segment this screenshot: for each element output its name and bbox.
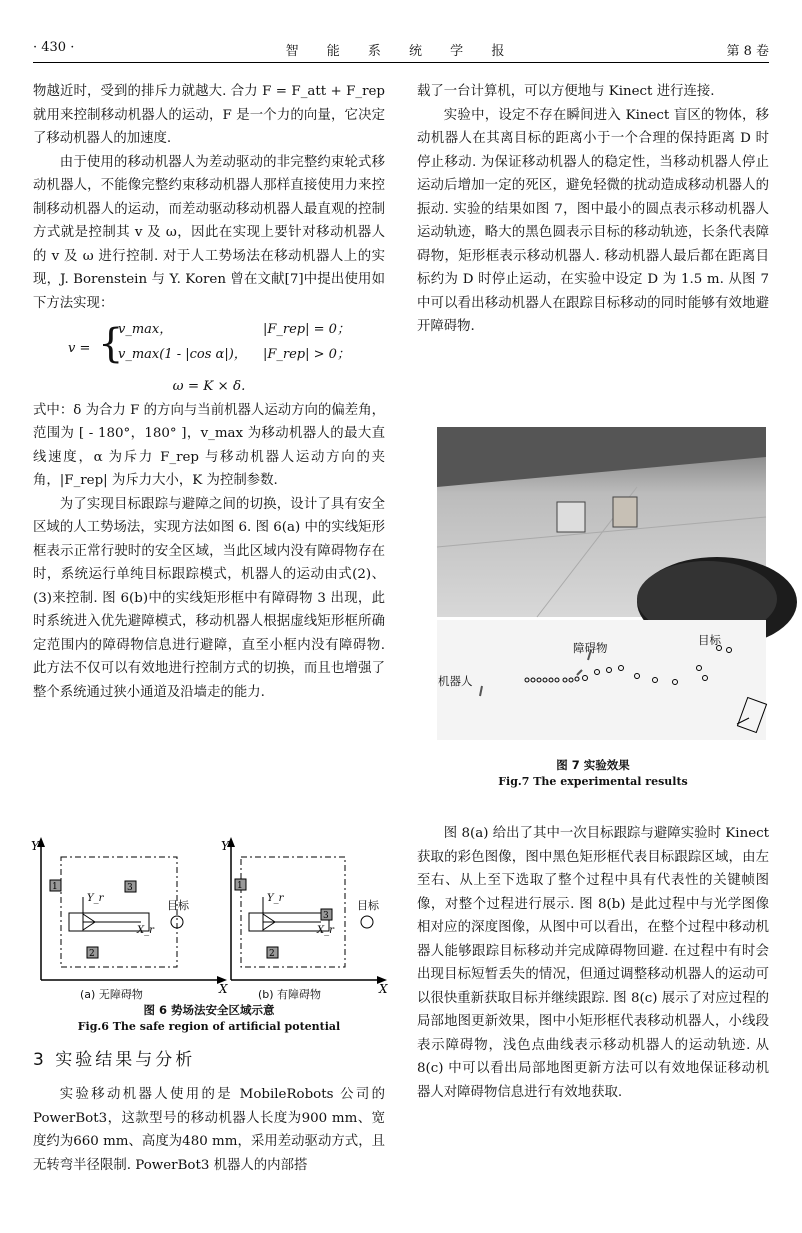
paragraph: 为了实现目标跟踪与避障之间的切换，设计了具有安全区域的人工势场法，实现方法如图 6. 图 6(a) 中的实线矩形框表示正常行驶时的安全区域，当此区域内没有障碍物存在时，系统运行单纯目标跟踪模式，机器人的运动由式(2)、(3)来控制. 图 6(b)中的实线矩形框中有障碍物 3 出现，此时系统进入优先避障模式，移动机器人根据虚线矩形框所确定范围内的障碍物信息进行避障，直至小框内没有障碍物. 此方法不仅可以有效地进行控制方式的切换，而且也增强了整个系统通过狭小通道及沿墙走的能力. xyxy=(33,496,385,700)
axis-x: X xyxy=(379,982,388,996)
obstacle-2: 2 xyxy=(89,949,95,959)
axis-y: Y xyxy=(31,839,39,853)
axis-yr: Y_r xyxy=(267,893,284,904)
paragraph: 式中：δ 为合力 F 的方向与当前机器人运动方向的偏差角，范围为 [ - 180°，180° ]，v_max 为移动机器人的最大直线速度，α 为斥力 F_rep 与移动机器人运动方向的夹角，|F_rep| 为斥力大小，K 为控制参数. xyxy=(33,402,385,488)
fig7-obstacle-label: 障碍物 xyxy=(573,641,608,655)
subcaption-a: (a) 无障碍物 xyxy=(80,988,143,1001)
paragraph: 实验移动机器人使用的是 MobileRobots 公司的 PowerBot3，这款型号的移动机器人长度为900 mm、宽度约为660 mm、高度为480 mm，采用差动驱动方式，且无转弯半径限制. PowerBot3 机器人的内部搭 xyxy=(33,1087,385,1173)
fig7-caption-cn: 图 7 实验效果 xyxy=(556,758,630,772)
figure-6b xyxy=(221,837,388,996)
target-label: 目标 xyxy=(167,899,189,912)
section-heading: 3 实验结果与分析 xyxy=(33,1050,196,1070)
obstacle-3: 3 xyxy=(323,911,329,921)
figure-6 xyxy=(33,835,393,995)
fig7-target-label: 目标 xyxy=(698,633,721,647)
eq-case1: v_max， xyxy=(118,322,173,337)
axis-y: Y xyxy=(221,839,229,853)
paragraph: 图 8(a) 给出了其中一次目标跟踪与避障实验时 Kinect 获取的彩色图像，图中黑色矩形框代表目标跟踪区域，由左至右、从上至下选取了整个过程中具有代表性的关键帧图像，对整个过程进行展示. 图 8(b) 是此过程中与光学图像相对应的深度图像，从图中可以看出，在整个过程中移动机器人能够跟踪目标移动并完成障碍物回避. 在过程中有时会出现目标短暂丢失的情况，但通过调整移动机器人的运动可以很快重新获取目标并继续跟踪. 图 8(c) 展示了对应过程的局部地图更新效果，图中小矩形框代表移动机器人，小线段表示障碍物，浅色点曲线表示移动机器人的运动轨迹. 从 8(c) 中可以看出局部地图更新方法可以有效地保证移动机器人对障碍物信息进行有效地获取. xyxy=(417,826,769,1100)
figure-6a xyxy=(31,837,228,996)
left-column xyxy=(33,80,385,704)
page-number: · 430 · xyxy=(33,40,75,55)
fig7-caption-en: Fig.7 The experimental results xyxy=(498,775,688,788)
right-column-bottom xyxy=(417,822,769,1104)
right-column xyxy=(417,80,769,339)
obstacle-1: 1 xyxy=(52,882,58,892)
eq-cond2: |F_rep| > 0； xyxy=(263,347,350,362)
header-rule xyxy=(33,62,769,63)
eq-case2: v_max(1 - |cos α|)， xyxy=(118,347,247,362)
fig6-caption-en: Fig.6 The safe region of artificial potential xyxy=(77,1020,341,1033)
obstacle-2: 2 xyxy=(269,949,275,959)
axis-x: X xyxy=(219,982,228,996)
obstacle-3: 3 xyxy=(127,883,133,893)
fig7-robot-label: 机器人 xyxy=(438,674,473,688)
brace: { xyxy=(98,321,124,367)
axis-yr: Y_r xyxy=(87,893,104,904)
paragraph: 实验中，设定不存在瞬间进入 Kinect 盲区的物体，移动机器人在其离目标的距离小于一个合理的保持距离 D 时停止移动. 为保证移动机器人的稳定性，当移动机器人停止运动后增加一定的死区，避免轻微的扰动造成移动机器人的振动. 实验的结果如图 7，图中最小的圆点表示移动机器人运动轨迹，略大的黑色圆表示目标的移动轨迹，长条代表障碍物，矩形框表示移动机器人. 移动机器人最后都在距离目标约为 D 时停止运动，在实验中设定 D 为 1.5 m. 从图 7 中可以看出移动机器人在跟踪目标移动的同时能够有效地避开障碍物. xyxy=(417,107,769,334)
left-column-bottom xyxy=(33,1083,385,1177)
target-label: 目标 xyxy=(357,899,379,912)
fig6-caption-cn: 图 6 势场法安全区域示意 xyxy=(143,1003,275,1017)
axis-xr: X_r xyxy=(317,925,334,936)
eq-cond1: |F_rep| = 0； xyxy=(263,322,350,337)
paragraph: 由于使用的移动机器人为差动驱动的非完整约束轮式移动机器人，不能像完整约束移动机器人那样直接使用力来控制移动机器人的运动，而差动驱动移动机器人最直观的控制方式就是控制其 v 及 ω，因此在实现上要针对移动机器人的 v 及 ω 进行控制. 对于人工势场法在移动机器人上的实现，J. Borenstein 与 Y. Koren 曾在文献[7]中提出使用如下方法实现： xyxy=(33,154,385,311)
paragraph: 物越近时，受到的排斥力就越大. 合力 F = F_att + F_rep 就用来控制移动机器人的运动，F 是一个力的向量，它决定了移动机器人的加速度. xyxy=(33,84,385,146)
page-header xyxy=(33,40,769,60)
journal-title: 智 能 系 统 学 报 xyxy=(285,44,517,59)
volume-label: 第 8 卷 xyxy=(726,44,769,59)
eq-lhs: v = xyxy=(68,341,91,356)
paragraph: 载了一台计算机，可以方便地与 Kinect 进行连接. xyxy=(417,84,715,99)
eq-omega: ω = K × δ. xyxy=(172,379,246,394)
obstacle-1: 1 xyxy=(237,881,243,891)
equation-block xyxy=(33,315,385,385)
subcaption-b: (b) 有障碍物 xyxy=(258,988,322,1001)
axis-xr: X_r xyxy=(137,925,154,936)
fig7-photo xyxy=(437,427,766,617)
